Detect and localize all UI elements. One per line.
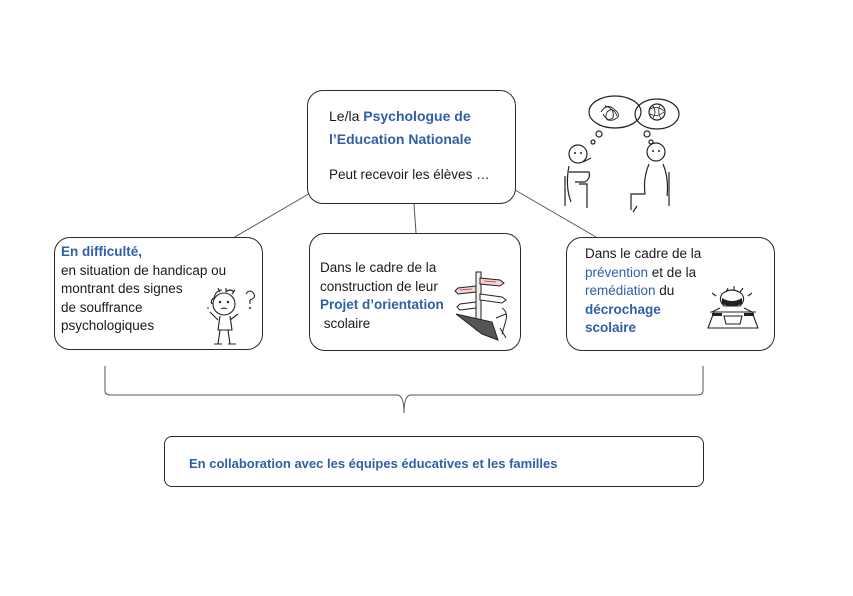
difficulty-line-2: montrant des signes [61, 281, 183, 296]
orientation-line-2: construction de leur [320, 278, 438, 294]
signpost-illustration [452, 268, 518, 348]
grouping-brace [105, 366, 703, 413]
psychologist-box [307, 90, 516, 204]
difficulty-line-1: en situation de handicap ou [61, 262, 227, 278]
difficulty-title: En difficulté, [61, 244, 142, 259]
dropout-line-2-suffix: et de la [648, 264, 697, 280]
psychologist-title-2: l’Education Nationale [329, 130, 472, 147]
difficulty-line-4: psychologiques [61, 318, 155, 333]
confused-child-illustration [200, 282, 264, 350]
orientation-title: Projet d’orientation [320, 297, 444, 312]
dropout-title-2: scolaire [585, 320, 637, 335]
student-overwhelmed-illustration [704, 286, 762, 336]
psychologist-prefix: Le/la [329, 108, 364, 124]
dropout-remediation: remédiation [585, 283, 656, 298]
dropout-title-1: décrochage [585, 301, 661, 317]
collaboration-box [164, 436, 704, 487]
two-people-talking-illustration [553, 92, 693, 216]
psychologist-subtitle: Peut recevoir les élèves … [329, 167, 490, 182]
collaboration-text: En collaboration avec les équipes éducatives et les familles [189, 456, 558, 471]
difficulty-line-3: de souffrance [61, 299, 143, 315]
orientation-line-4: scolaire [320, 315, 371, 331]
psychologist-title-1: Psychologue de [363, 108, 471, 124]
dropout-line-1: Dans le cadre de la [585, 246, 702, 261]
orientation-line-1: Dans le cadre de la [320, 260, 437, 275]
dropout-prevention: prévention [585, 264, 649, 280]
dropout-line-3-suffix: du [655, 283, 675, 298]
